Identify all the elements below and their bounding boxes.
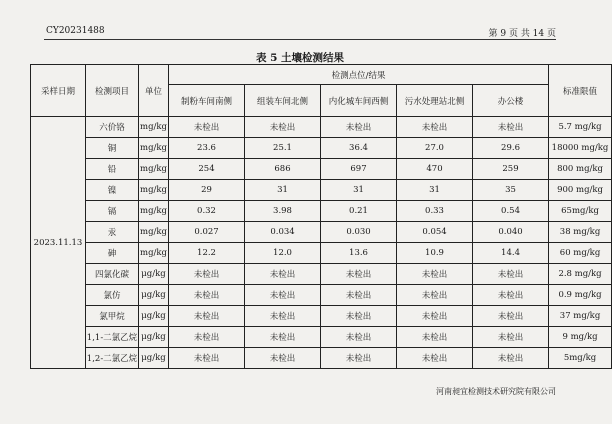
result-cell: 未检出	[169, 348, 245, 369]
result-cell: 未检出	[397, 327, 473, 348]
test-item-cell: 氯甲烷	[86, 306, 139, 327]
result-cell: 31	[245, 180, 321, 201]
result-cell: 14.4	[473, 243, 549, 264]
result-cell: 未检出	[473, 306, 549, 327]
result-cell: 未检出	[321, 327, 397, 348]
table-row	[31, 138, 612, 159]
result-cell: 686	[245, 159, 321, 180]
result-cell: 35	[473, 180, 549, 201]
result-cell: 25.1	[245, 138, 321, 159]
result-cell: 0.030	[321, 222, 397, 243]
unit-cell: μg/kg	[139, 285, 169, 306]
header-point: 内化城车间西侧	[321, 85, 397, 117]
header-standard-limit: 标准限值	[549, 65, 612, 117]
result-cell: 0.32	[169, 201, 245, 222]
test-item-cell: 砷	[86, 243, 139, 264]
table-row	[31, 243, 612, 264]
table-row	[31, 327, 612, 348]
result-cell: 未检出	[473, 264, 549, 285]
limit-cell: 38 mg/kg	[549, 222, 612, 243]
unit-cell: μg/kg	[139, 264, 169, 285]
result-cell: 未检出	[321, 117, 397, 138]
result-cell: 未检出	[169, 306, 245, 327]
limit-cell: 800 mg/kg	[549, 159, 612, 180]
test-item-cell: 1,1-二氯乙烷	[86, 327, 139, 348]
table-row	[31, 285, 612, 306]
limit-cell: 2.8 mg/kg	[549, 264, 612, 285]
unit-cell: μg/kg	[139, 327, 169, 348]
result-cell: 0.040	[473, 222, 549, 243]
test-item-cell: 铜	[86, 138, 139, 159]
result-cell: 0.21	[321, 201, 397, 222]
result-cell: 0.034	[245, 222, 321, 243]
result-cell: 未检出	[245, 285, 321, 306]
result-cell: 27.0	[397, 138, 473, 159]
result-cell: 未检出	[169, 117, 245, 138]
table-row	[31, 222, 612, 243]
result-cell: 23.6	[169, 138, 245, 159]
result-cell: 未检出	[245, 264, 321, 285]
result-cell: 12.0	[245, 243, 321, 264]
soil-results-table	[30, 64, 612, 369]
limit-cell: 37 mg/kg	[549, 306, 612, 327]
result-cell: 29	[169, 180, 245, 201]
result-cell: 未检出	[245, 327, 321, 348]
table-row	[31, 306, 612, 327]
unit-cell: mg/kg	[139, 117, 169, 138]
table-row	[31, 117, 612, 138]
unit-cell: mg/kg	[139, 180, 169, 201]
result-cell: 0.027	[169, 222, 245, 243]
table-row	[31, 201, 612, 222]
page-number: 第 9 页 共 14 页	[488, 29, 556, 39]
header-sampling-date: 采样日期	[31, 65, 86, 117]
test-item-cell: 1,2-二氯乙烷	[86, 348, 139, 369]
result-cell: 254	[169, 159, 245, 180]
result-cell: 697	[321, 159, 397, 180]
result-cell: 0.054	[397, 222, 473, 243]
result-cell: 31	[321, 180, 397, 201]
test-item-cell: 镍	[86, 180, 139, 201]
unit-cell: mg/kg	[139, 201, 169, 222]
unit-cell: mg/kg	[139, 159, 169, 180]
result-cell: 259	[473, 159, 549, 180]
test-item-cell: 六价铬	[86, 117, 139, 138]
limit-cell: 0.9 mg/kg	[549, 285, 612, 306]
result-cell: 未检出	[397, 264, 473, 285]
header-test-item: 检测项目	[86, 65, 139, 117]
result-cell: 未检出	[321, 264, 397, 285]
header-point: 污水处理站北侧	[397, 85, 473, 117]
result-cell: 未检出	[397, 117, 473, 138]
table-title: 表 5 土壤检测结果	[255, 52, 345, 64]
result-cell: 0.33	[397, 201, 473, 222]
result-cell: 13.6	[321, 243, 397, 264]
result-cell: 未检出	[245, 306, 321, 327]
result-cell: 470	[397, 159, 473, 180]
header-unit: 单位	[139, 65, 169, 117]
result-cell: 未检出	[473, 117, 549, 138]
unit-cell: μg/kg	[139, 306, 169, 327]
test-item-cell: 镉	[86, 201, 139, 222]
result-cell: 36.4	[321, 138, 397, 159]
result-cell: 0.54	[473, 201, 549, 222]
result-cell: 12.2	[169, 243, 245, 264]
table-row	[31, 159, 612, 180]
table-body	[31, 65, 612, 369]
result-cell: 未检出	[321, 348, 397, 369]
result-cell: 未检出	[245, 117, 321, 138]
result-cell: 未检出	[169, 264, 245, 285]
result-cell: 未检出	[397, 348, 473, 369]
header-point: 办公楼	[473, 85, 549, 117]
result-cell: 29.6	[473, 138, 549, 159]
result-cell: 未检出	[473, 348, 549, 369]
header-divider	[44, 39, 556, 40]
table-row	[31, 264, 612, 285]
footer-company: 河南昶宜检测技术研究院有限公司	[436, 387, 556, 396]
test-item-cell: 四氯化碳	[86, 264, 139, 285]
header-point: 制粉车间南侧	[169, 85, 245, 117]
header-row-1	[31, 65, 612, 85]
test-item-cell: 氯仿	[86, 285, 139, 306]
limit-cell: 9 mg/kg	[549, 327, 612, 348]
result-cell: 31	[397, 180, 473, 201]
unit-cell: mg/kg	[139, 138, 169, 159]
unit-cell: mg/kg	[139, 243, 169, 264]
result-cell: 10.9	[397, 243, 473, 264]
limit-cell: 18000 mg/kg	[549, 138, 612, 159]
limit-cell: 5mg/kg	[549, 348, 612, 369]
result-cell: 未检出	[245, 348, 321, 369]
limit-cell: 900 mg/kg	[549, 180, 612, 201]
unit-cell: mg/kg	[139, 222, 169, 243]
test-item-cell: 汞	[86, 222, 139, 243]
limit-cell: 65mg/kg	[549, 201, 612, 222]
table-row	[31, 180, 612, 201]
result-cell: 未检出	[397, 306, 473, 327]
result-cell: 未检出	[473, 327, 549, 348]
result-cell: 未检出	[321, 285, 397, 306]
result-cell: 3.98	[245, 201, 321, 222]
limit-cell: 5.7 mg/kg	[549, 117, 612, 138]
document-id: CY20231488	[46, 26, 105, 36]
result-cell: 未检出	[321, 306, 397, 327]
unit-cell: μg/kg	[139, 348, 169, 369]
result-cell: 未检出	[169, 285, 245, 306]
result-cell: 未检出	[169, 327, 245, 348]
test-item-cell: 铅	[86, 159, 139, 180]
table-row	[31, 348, 612, 369]
header-point: 组装车间北侧	[245, 85, 321, 117]
sampling-date-cell: 2023.11.13	[31, 117, 86, 369]
limit-cell: 60 mg/kg	[549, 243, 612, 264]
header-test-points: 检测点位/结果	[169, 65, 549, 85]
result-cell: 未检出	[473, 285, 549, 306]
result-cell: 未检出	[397, 285, 473, 306]
